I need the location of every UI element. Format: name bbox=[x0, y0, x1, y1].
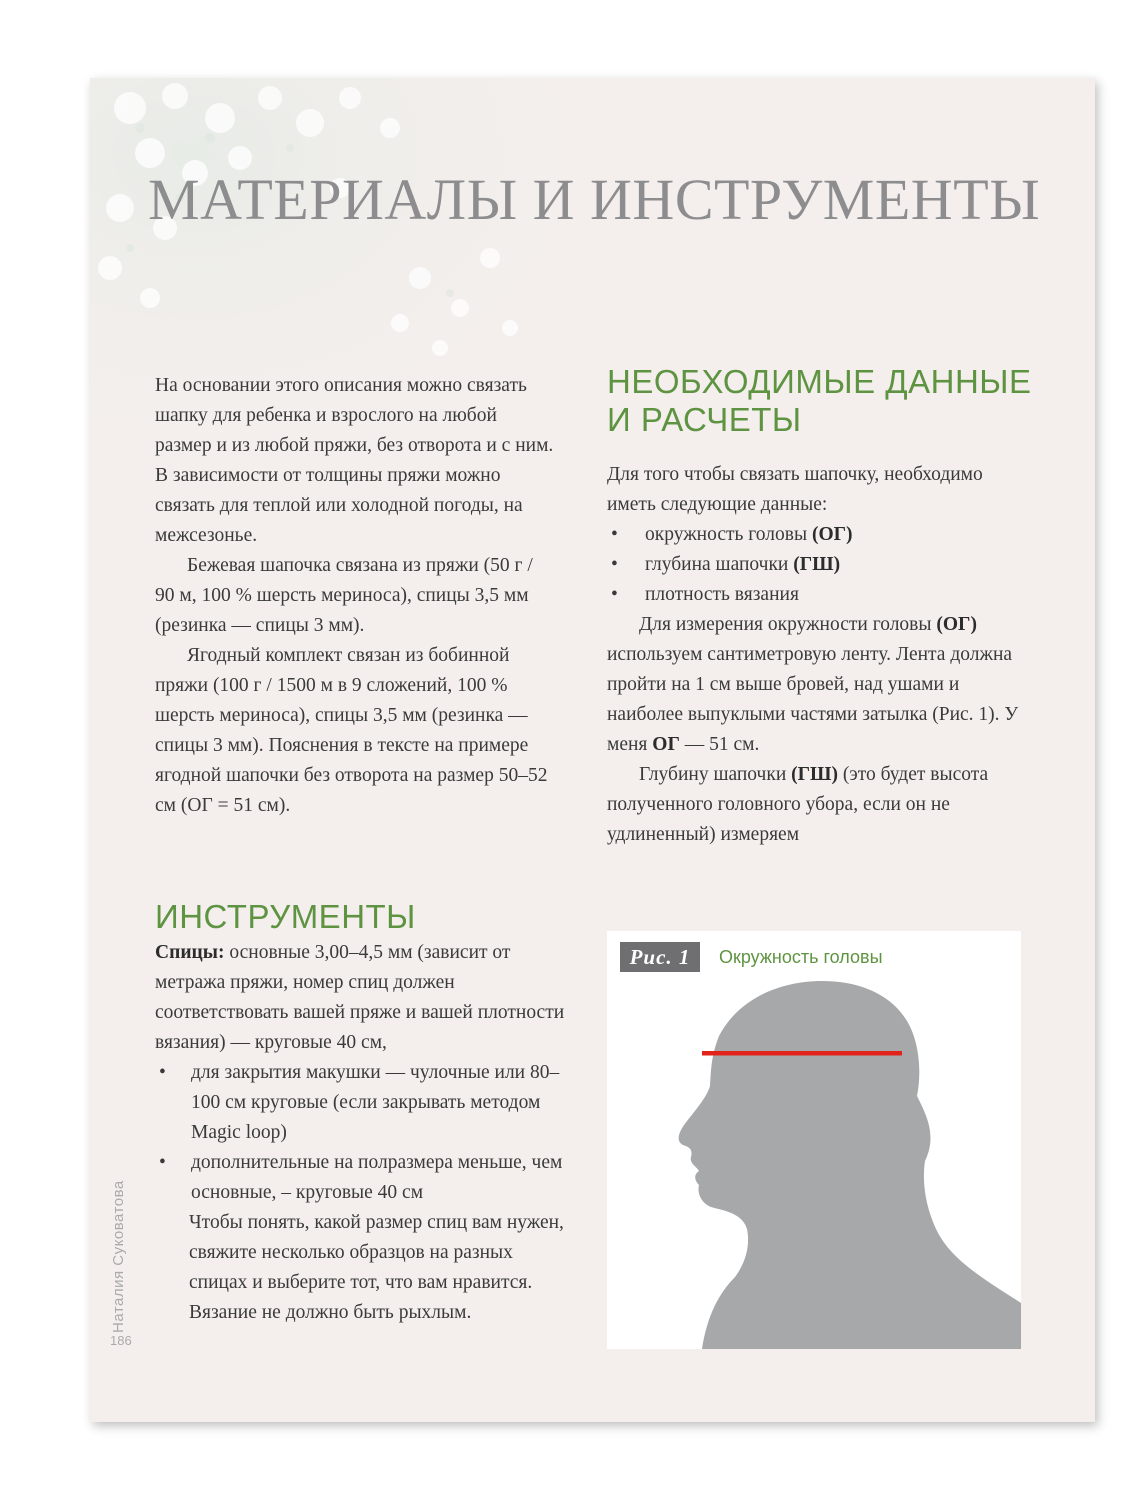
text-span: (это будет высота полученного головного убора, если он не удлиненный) измеряем bbox=[607, 764, 989, 845]
list-item bbox=[607, 520, 1032, 550]
bullet-icon: • bbox=[611, 554, 618, 575]
tools-heading: ИНСТРУМЕНТЫ bbox=[155, 898, 416, 935]
measuring-tape-line bbox=[702, 1051, 902, 1056]
tools-bullet-list bbox=[155, 1058, 575, 1208]
abbr-og: ОГ bbox=[652, 734, 680, 755]
page bbox=[90, 78, 1095, 1422]
bullet-icon: • bbox=[159, 1062, 166, 1083]
data-text bbox=[607, 460, 1032, 850]
text-span: Глубину шапочки bbox=[639, 764, 792, 785]
text-span: Для измерения окружности головы bbox=[639, 614, 937, 635]
bullet-icon: • bbox=[611, 584, 618, 605]
list-item bbox=[155, 1058, 575, 1148]
list-item bbox=[607, 550, 1032, 580]
head-silhouette bbox=[679, 981, 1021, 1349]
intro-paragraph-2: Бежевая шапочка связана из пряжи (50 г / 90 м, 100 % шерсть мериноса), спицы 3,5 мм (резинка — спицы 3 мм). bbox=[155, 555, 533, 636]
figure-head-circumference bbox=[607, 931, 1021, 1349]
list-item-text: плотность вязания bbox=[645, 584, 799, 605]
bullet-icon: • bbox=[611, 524, 618, 545]
list-item-abbr: (ГШ) bbox=[793, 554, 841, 575]
intro-paragraph-1: На основании этого описания можно связать шапку для ребенка и взрослого на любой размер и из любой пряжи, без отворота и с ним. В зависимости от толщины пряжи можно связать для теплой или холодной погоды, на межсезонье. bbox=[155, 375, 554, 546]
list-item bbox=[155, 1148, 575, 1208]
data-intro: Для того чтобы связать шапочку, необходимо иметь следующие данные: bbox=[607, 464, 983, 515]
data-paragraph-2 bbox=[607, 760, 1032, 850]
tools-text bbox=[155, 938, 575, 1328]
bullet-icon: • bbox=[159, 1152, 166, 1173]
data-bullet-list bbox=[607, 520, 1032, 610]
text-span: — 51 см. bbox=[679, 734, 760, 755]
list-item-text: для закрытия макушки — чулочные или 80–100 см круговые (если закрывать методом Magic loop) bbox=[191, 1062, 560, 1143]
tools-lead bbox=[155, 938, 575, 1058]
page-title: МАТЕРИАЛЫ И ИНСТРУМЕНТЫ bbox=[148, 167, 1041, 232]
tools-lead-bold: Спицы: bbox=[155, 942, 225, 963]
list-item-text: глубина шапочки bbox=[645, 554, 794, 575]
intro-paragraph-3: Ягодный комплект связан из бобинной пряжи (100 г / 1500 м в 9 сложений, 100 % шерсть мериноса), спицы 3,5 мм (резинка — спицы 3 мм). Пояснения в тексте на примере ягодной шапочки без отворота на размер 50–52 см (ОГ = 51 см). bbox=[155, 645, 548, 816]
data-heading: НЕОБХОДИМЫЕ ДАННЫЕ И РАСЧЕТЫ bbox=[607, 363, 1032, 438]
list-item-text: окружность головы bbox=[645, 524, 812, 545]
figure-label: Рис. 1 bbox=[620, 942, 700, 972]
intro-text bbox=[155, 371, 555, 821]
figure-caption: Окружность головы bbox=[719, 947, 883, 967]
tools-note: Чтобы понять, какой размер спиц вам нужен, свяжите несколько образцов на разных спицах и выберите тот, что вам нравится. Вязание не должно быть рыхлым. bbox=[189, 1212, 564, 1323]
list-item bbox=[607, 580, 1032, 610]
tools-lead-text: основные 3,00–4,5 мм (зависит от метража пряжи, номер спиц должен соответствовать вашей пряже и вашей плотности вязания) — круговые 40 см, bbox=[155, 942, 565, 1053]
list-item-text: дополнительные на полразмера меньше, чем основные, – круговые 40 см bbox=[191, 1152, 563, 1203]
text-span: используем сантиметровую ленту. Лента должна пройти на 1 см выше бровей, над ушами и наиболее выпуклыми частями затылка (Рис. 1). У меня bbox=[607, 644, 1019, 755]
author-name: Наталия Суковатова bbox=[110, 1180, 127, 1333]
list-item-abbr: (ОГ) bbox=[811, 524, 853, 545]
head-silhouette-illustration bbox=[607, 931, 1021, 1349]
page-number: 186 bbox=[110, 1333, 132, 1348]
abbr-gsh: (ГШ) bbox=[791, 764, 838, 785]
data-paragraph-1 bbox=[607, 610, 1032, 760]
abbr-og: (ОГ) bbox=[936, 614, 977, 635]
